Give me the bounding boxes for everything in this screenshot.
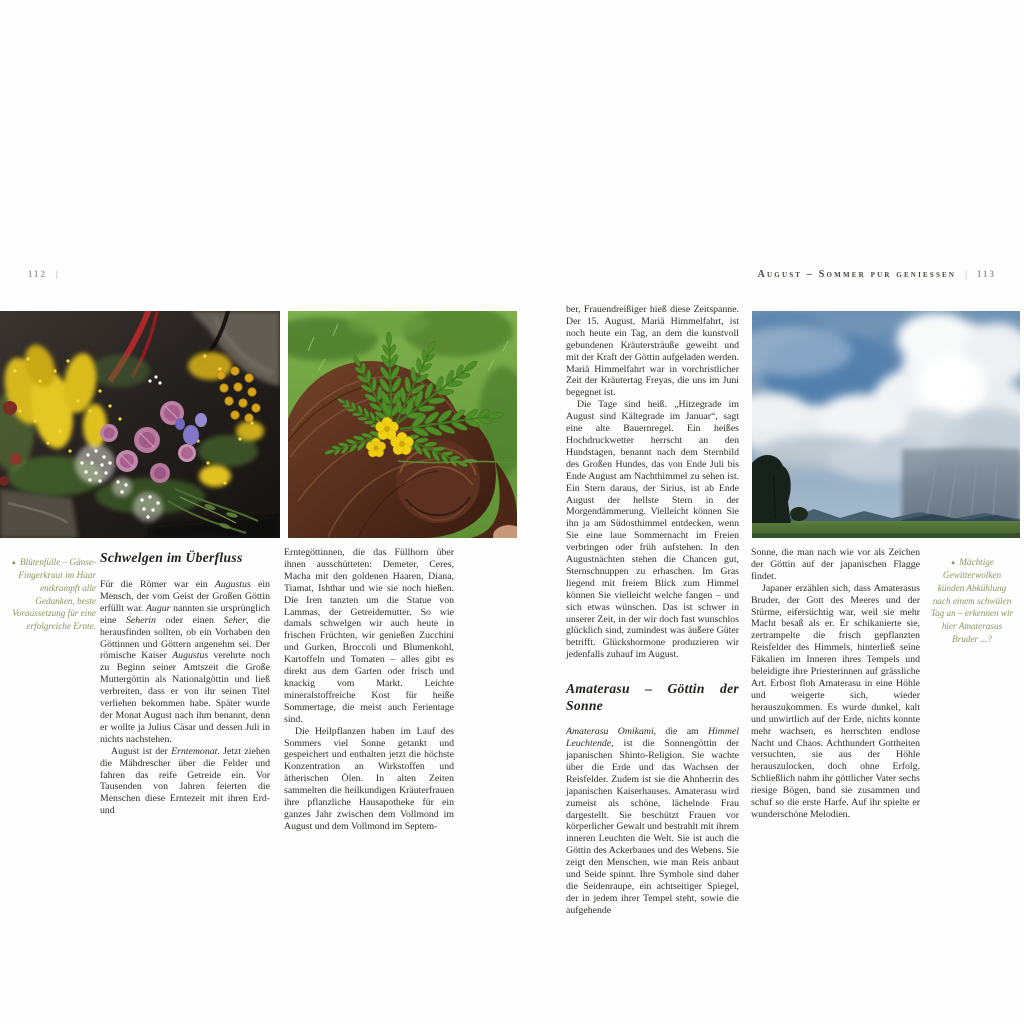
triangle-marker-icon: ▲ — [10, 558, 17, 566]
left-page-number — [28, 269, 60, 279]
caption-text: Blütenfülle – Gänse-Fingerkraut im Haar entkrampft alle Gedanken, beste Voraussetzung für eine erfolgreiche Ernte. — [12, 557, 96, 632]
section-heading: Schwelgen im Überfluss — [100, 550, 243, 565]
text-column-2 — [284, 547, 454, 833]
left-photo-caption — [10, 556, 96, 633]
body-paragraph: Amaterasu Omikami, die am Himmel Leuchtende, ist die Sonnengöttin der japanischen Shinto-Religion. Sie wachte über die Erde und das Wachsen der Reisfelder. Zudem ist sie die Ahnherrin des japanischen Kaiserhauses. Amaterasu wird zumeist als schöne, lächelnde Frau dargestellt. Sie beschützt Frauen vor körperlicher Gewalt und bestrahlt mit ihrem inneren Leuchten die Welt. Sie ist auch die Göttin des Ackerbaues und des Webens. Sie zeigt den Menschen, wie man Reis anbaut und Seide spinnt. Ihre Symbole sind daher die Seidenraupe, ein achtseitiger Spiegel, der in jedem ihrer Tempel steht, sowie die aufgehende — [566, 726, 739, 916]
body-paragraph: Erntegöttinnen, die das Füllhorn über ihnen ausschütteten: Demeter, Ceres, Macha mit den goldenen Haaren, Diana, Tiamat, Ishthar und wie sie noch hießen. Die Iren tanzten um die Statue von Lammas, der Getreidemutter. So wie damals schwelgen wir auch heute in frischen Früchten, wir genießen Zucchini und Gurken, Broccoli und Blumenkohl, Kartoffeln und Tomaten – alles gibt es direkt aus dem Garten oder frisch und knackig vom Markt. Leichte mineralstoffreiche Kost für heiße Sommertage, die meist auch Ferientage sind. — [284, 547, 454, 725]
folio-divider: | — [56, 269, 60, 279]
folio-divider: | — [965, 269, 969, 279]
text-column-3 — [566, 304, 739, 917]
text-column-1 — [100, 549, 270, 817]
chapter-header — [758, 269, 996, 280]
bouquet-illustration — [0, 311, 280, 538]
body-paragraph: Für die Römer war ein Augustus ein Mensch, der vom Geist der Großen Göttin erfüllt war. Augur nannten sie ursprünglich eine Seherin oder einen Seher, die herausfinden sollten, ob ein Vorhaben den Göttinnen und Göttern angenehm sei. Der römische Kaiser Augustus verehrte noch zu Beginn seiner Amtszeit die Große Muttergöttin als Nationalgöttin und ließ verbreiten, dass er von ihr seinen Titel verliehen bekommen habe. Später wurde der Monat August nach ihm benannt, denn er wollte ja Julius Cäsar und dessen Juli in nichts nachstehen. — [100, 579, 270, 745]
section-heading: Amaterasu – Göttin der Sonne — [566, 681, 739, 714]
field-edge — [752, 533, 1020, 538]
text-column-4 — [751, 547, 920, 821]
rain-shaft — [902, 449, 1020, 521]
body-paragraph: Die Heilpflanzen haben im Lauf des Sommers viel Sonne getankt und gespeichert und enthalten jetzt die höchste Konzentration an Wirkstoffen und ätherischen Ölen. In alten Zeiten sammelten die heilkundigen Kräuterfrauen ihre pflanzliche Hausapotheke für ein ganzes Jahr zwischen dem Vollmond im August und dem Vollmond im Septem- — [284, 725, 454, 832]
silverweed-in-hair-photo — [288, 311, 517, 538]
body-paragraph: Japaner erzählen sich, dass Amaterasus Bruder, der Gott des Meeres und der Stürme, eifersüchtig war, weil sie mehr Macht besaß als er. Er schikanierte sie, zertrampelte die frisch gepflanzten Reisfelder des Himmels, hinterließ seine Fäkalien im Inneren ihres Tempels und beleidigte ihre Priesterinnen auf grässliche Art. Erbost floh Amaterasu in eine Höhle und weigerte sich, wieder herauszukommen. Es wurde dunkel, kalt und unwirtlich auf der Erde, nichts konnte mehr wachsen, es herrschten endlose Nacht und Chaos. Achthundert Gottheiten versuchten, sie aus der Höhle herauszulocken, doch ohne Erfolg. Schließlich nahm ihr göttlicher Vater sechs riesige Bögen, band sie zusammen und schuf so die erste Harfe. Auf ihr spielte er wunderschöne Melodien. — [751, 582, 920, 820]
body-paragraph: Die Tage sind heiß. „Hitzegrade im August sind Kältegrade im Januar“, sagt eine alte Bauernregel. Ein heißes Hochdruckwetter herrscht an den Hundstagen, benannt nach dem Sternbild des Großen Hundes, das von Ende Juli bis Ende August am Nachthimmel zu sehen ist. Ein Stern daraus, der Sirius, ist ab Ende August der hellste Stern in der Morgendämmerung. Vielleicht können Sie ihn ja am Südosthimmel entdecken, wenn Sie eine laue Sommernacht im Freien verbringen oder früh aufstehen. In den Augustnächten stehen die Chancen gut, Sternschnuppen zu erhaschen. Im Gras liegend mit freiem Blick zum Himmel können Sie vielleicht welche fangen – und sich etwas wünschen. Das ist schwer in unserer Zeit, in der wir doch fast wunschlos glücklich sind, zumindest was äußere Güter betrifft. Glückshormone produzieren wir jedenfalls zuhauf im August. — [566, 399, 739, 661]
chapter-title: August – Sommer pur geniessen — [757, 269, 957, 280]
storm-clouds-photo — [752, 311, 1020, 538]
body-paragraph: Sonne, die man nach wie vor als Zeichen der Göttin auf der japanischen Flagge findet. — [751, 547, 920, 582]
storm-illustration — [752, 311, 1020, 538]
hair-illustration — [288, 311, 517, 538]
body-paragraph: August ist der Erntemonat. Jetzt ziehen die Mähdrescher über die Felder und fahren das reife Getreide ein. Vor Tausenden von Jahren feierten die Menschen diese Erntezeit mit ihren Erd- und — [100, 745, 270, 817]
right-photo-caption — [929, 556, 1015, 645]
triangle-marker-icon: ▲ — [950, 558, 957, 566]
right-page-number: 113 — [976, 269, 996, 279]
wildflower-bouquet-photo — [0, 311, 280, 538]
body-paragraph: ber, Frauendreißiger hieß diese Zeitspanne. Der 15. August, Mariä Himmelfahrt, ist noch heute ein Tag, an dem die kunstvoll gebundenen Kräutersträuße geweiht und mit der Kraft der Göttin aufgeladen werden. Mariä Himmelfahrt war in vorchristlicher Zeit der Kräutertag Freyas, die uns im Juni begegnet ist. — [566, 304, 739, 399]
caption-text: Mächtige Gewitterwolken künden Abkühlung nach einem schwülen Tag an – erkennen wir hier Amaterasus Bruder ...? — [930, 557, 1014, 644]
page-number: 112 — [28, 269, 48, 279]
